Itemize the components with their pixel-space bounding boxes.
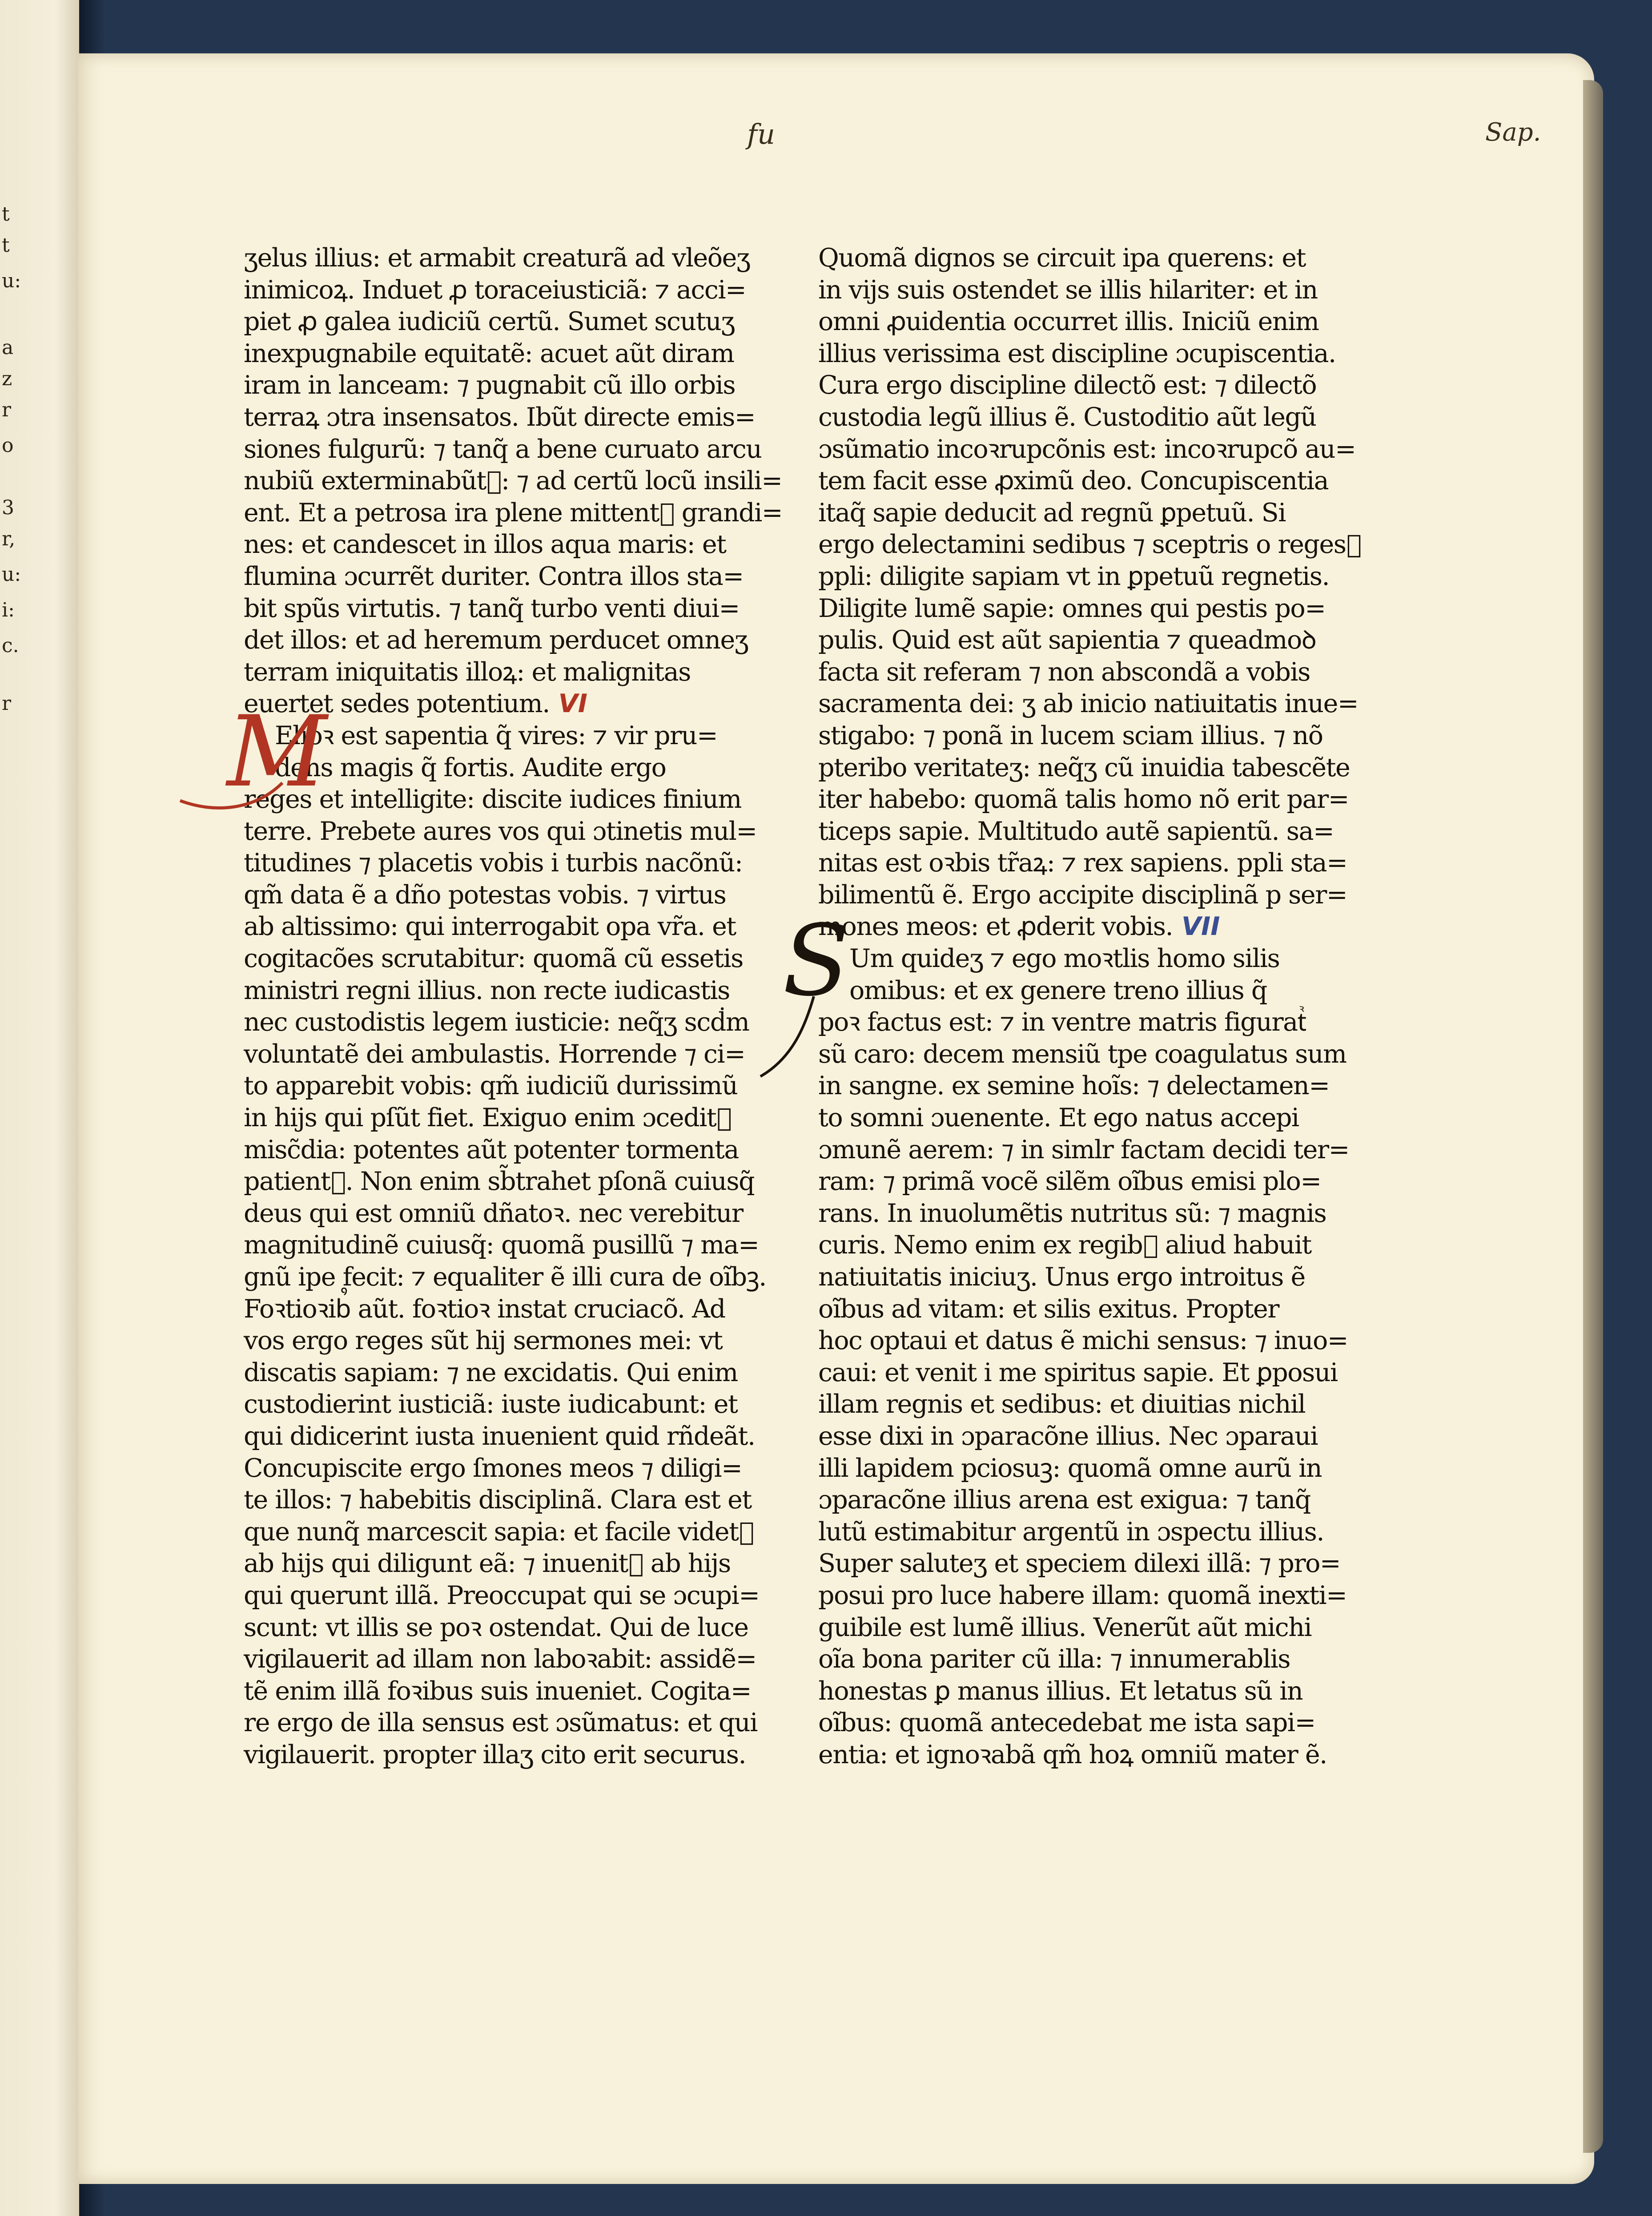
- text-line: [818, 497, 1286, 529]
- line-text: Quomã dignos se circuit ipa querens: et: [818, 243, 1306, 273]
- text-line: [244, 1644, 756, 1676]
- text-line: [818, 402, 1316, 434]
- line-text: poꝛ factus est: ⁊ in ventre matris figuratᷣ: [818, 1007, 1306, 1037]
- text-line: [818, 1676, 1303, 1708]
- line-text: pteribo veritateʒ: neq̃ʒ cũ inuidia tabescẽte: [818, 753, 1350, 782]
- text-line: [244, 402, 756, 434]
- text-line: [818, 1198, 1326, 1230]
- line-text: esse dixi in ɔparacõne illius. Nec ɔparaui: [818, 1421, 1318, 1451]
- text-line: [244, 529, 726, 561]
- text-line: [818, 1739, 1327, 1771]
- line-text: custodierint iusticiã: iuste iudicabunt: et: [244, 1390, 738, 1419]
- line-text: omni ꝓuidentia occurret illis. Iniciũ enim: [818, 307, 1319, 337]
- text-line: [818, 784, 1349, 816]
- line-text: siones fulgurũ: ⁊ tanq̃ a bene curuato arcu: [244, 434, 762, 464]
- text-line: [244, 975, 730, 1007]
- text-line: [818, 561, 1330, 593]
- text-line: [818, 1516, 1324, 1548]
- line-text: magnitudinẽ cuiusq̃: quomã pusillũ ⁊ ma=: [244, 1230, 759, 1260]
- text-line: [818, 879, 1347, 911]
- text-line: [244, 1707, 757, 1739]
- text-line: [818, 911, 1283, 943]
- text-line: [818, 816, 1334, 848]
- text-line: [818, 720, 1323, 752]
- left-leaf-fragment: i:: [2, 599, 15, 621]
- text-line: [818, 1644, 1290, 1676]
- text-line: [818, 1325, 1348, 1357]
- text-line: [818, 1007, 1306, 1039]
- line-text: ɔsũmatio incoꝛrupcõnis est: incoꝛrupcõ au=: [818, 434, 1356, 464]
- text-line: [244, 306, 735, 338]
- line-text: bilimentũ ẽ. Ergo accipite disciplinã p ser=: [818, 880, 1347, 910]
- line-text: nitas est oꝛbis tr̃aꝝ: ⁊ rex sapiens. ppli sta=: [818, 848, 1347, 878]
- line-text: ergo delectamini sedibus ⁊ sceptris o regesᷣ: [818, 530, 1361, 560]
- line-text: ent. Et a petrosa ira plene mittentᷣ grandi=: [244, 498, 783, 528]
- text-line: [818, 529, 1361, 561]
- text-line: [244, 847, 743, 879]
- left-facing-page-edge: [0, 0, 82, 2216]
- text-line: [818, 593, 1326, 625]
- line-text: rans. In inuolumẽtis nutritus sũ: ⁊ magnis: [818, 1198, 1326, 1228]
- text-line: [818, 1070, 1330, 1102]
- chapter-number: VI: [549, 689, 587, 719]
- decorated-initial-s: S: [783, 904, 850, 1018]
- left-leaf-fragment: u:: [2, 270, 21, 292]
- text-line: [818, 1039, 1347, 1071]
- text-line: [818, 1134, 1349, 1166]
- line-text: gnũ ipe fecit: ⁊ equaliter ẽ illi cura de oĩbꝫ.: [244, 1262, 766, 1292]
- text-line: [244, 1039, 745, 1071]
- line-text: piet ꝓ galea iudiciũ certũ. Sumet scutuʒ: [244, 307, 735, 337]
- line-text: dens magis q̃ fortis. Audite ergo: [275, 753, 666, 782]
- initial-flourish-red: [176, 756, 287, 818]
- text-line: [244, 1102, 732, 1134]
- line-text: ppli: diligite sapiam vt in ꝑpetuũ regnetis.: [818, 561, 1330, 591]
- text-line: [818, 1389, 1306, 1421]
- line-text: scunt: vt illis se poꝛ ostendat. Qui de luce: [244, 1612, 748, 1642]
- text-line: [244, 1484, 752, 1516]
- line-text: tẽ enim illã foꝛibus suis inueniet. Cogita=: [244, 1676, 752, 1706]
- line-text: Um quideʒ ⁊ ego moꝛtlis homo silis: [849, 944, 1280, 974]
- text-line: [244, 1357, 738, 1389]
- line-text: oĩa bona pariter cũ illa: ⁊ innumerablis: [818, 1644, 1290, 1674]
- text-line: [244, 497, 783, 529]
- line-text: posui pro luce habere illam: quomã inexti=: [818, 1580, 1347, 1610]
- text-line: [244, 593, 740, 625]
- line-text: sũ caro: decem mensiũ tpe coagulatus sum: [818, 1039, 1347, 1069]
- text-line: [818, 306, 1319, 338]
- text-line: [818, 465, 1329, 497]
- line-text: nubiũ exterminabũtᷣ: ⁊ ad certũ locũ insili=: [244, 466, 782, 496]
- text-column-left: [244, 242, 783, 1771]
- line-text: Cura ergo discipline dilectõ est: ⁊ dilectõ: [818, 371, 1317, 400]
- line-text: flumina ɔcurrẽt duriter. Contra illos sta=: [244, 561, 744, 591]
- line-text: omibus: et ex genere treno illius q̃: [849, 975, 1267, 1005]
- text-line: [244, 338, 734, 370]
- line-text: to somni ɔuenente. Et ego natus accepi: [818, 1103, 1299, 1133]
- line-text: patientᷣ. Non enim sb̃trahet pſonã cuiusq̃: [244, 1167, 755, 1197]
- left-leaf-fragment: u:: [2, 563, 21, 586]
- text-line: [818, 434, 1356, 466]
- decorated-initial-m: M: [227, 695, 327, 809]
- text-line: [818, 625, 1316, 657]
- line-text: ʒelus illius: et armabit creaturã ad vleõeʒ: [244, 243, 750, 273]
- line-text: oĩbus: quomã antecedebat me ista sapi=: [818, 1708, 1315, 1738]
- chapter-number: VII: [1173, 912, 1220, 942]
- page-fore-edge: [1583, 80, 1603, 2153]
- text-line: [818, 1357, 1338, 1389]
- line-text: facta sit referam ⁊ non abscondã a vobis: [818, 657, 1310, 687]
- line-text: illi lapidem pciosuꝫ: quomã omne aurũ in: [818, 1453, 1322, 1483]
- text-line: [818, 1229, 1311, 1261]
- line-text: ɔmunẽ aerem: ⁊ in simlr factam decidi ter=: [818, 1135, 1349, 1164]
- line-text: cogitacões scrutabitur: quomã cũ essetis: [244, 944, 743, 974]
- line-text: stigabo: ⁊ ponã in lucem sciam illius. ⁊ nõ: [818, 721, 1323, 750]
- line-text: caui: et venit i me spiritus sapie. Et ꝑposui: [818, 1358, 1338, 1387]
- line-text: terre. Prebete aures vos qui ɔtinetis mul=: [244, 816, 757, 846]
- line-text: lutũ estimabitur argentũ in ɔspectu illius.: [818, 1517, 1324, 1547]
- text-line: [818, 1421, 1318, 1453]
- line-text: illam regnis et sedibus: et diuitias nichil: [818, 1390, 1306, 1419]
- left-leaf-fragment: 3: [2, 496, 14, 519]
- line-text: qui didicerint iusta inuenient quid rñdeãt.: [244, 1421, 755, 1451]
- text-line: [244, 1516, 754, 1548]
- line-text: sacramenta dei: ʒ ab inicio natiuitatis inue=: [818, 689, 1359, 719]
- line-text: discatis sapiam: ⁊ ne excidatis. Qui enim: [244, 1358, 738, 1387]
- left-leaf-fragment: t: [2, 234, 10, 257]
- left-leaf-fragment: r: [2, 399, 12, 421]
- line-text: nes: et candescet in illos aqua maris: et: [244, 530, 726, 560]
- line-text: euertet sedes potentium.: [244, 689, 550, 719]
- line-text: in hijs qui pſũt fiet. Exiguo enim ɔceditᷣ: [244, 1103, 732, 1133]
- text-line: [818, 1548, 1341, 1580]
- text-line: [818, 847, 1347, 879]
- text-line: [244, 1166, 755, 1198]
- text-line: [244, 1389, 738, 1421]
- text-line: [244, 1580, 760, 1612]
- line-text: inimicoꝝ. Induet ꝓ toraceiusticiã: ⁊ acci=: [244, 275, 746, 305]
- text-line: [818, 1261, 1305, 1293]
- line-text: curis. Nemo enim ex regib᷒ aliud habuit: [818, 1230, 1311, 1260]
- line-text: to apparebit vobis: qm̃ iudiciũ durissimũ: [244, 1071, 738, 1101]
- line-text: natiuitatis iniciuʒ. Unus ergo introitus ẽ: [818, 1262, 1305, 1292]
- line-text: terram iniquitatis illoꝝ: et malignitas: [244, 657, 691, 687]
- text-line: [244, 1325, 723, 1357]
- line-text: honestas ꝑ manus illius. Et letatus sũ in: [818, 1676, 1303, 1706]
- text-line: [244, 370, 736, 402]
- line-text: te illos: ⁊ habebitis disciplinã. Clara est et: [244, 1485, 752, 1515]
- text-line: [818, 1166, 1321, 1198]
- text-line: [818, 1484, 1310, 1516]
- text-line: [818, 752, 1350, 784]
- line-text: pulis. Quid est aũt sapientia ⁊ queadmoꝺ: [818, 625, 1316, 655]
- text-line: [244, 1198, 743, 1230]
- text-line: [244, 1739, 746, 1771]
- left-leaf-fragment: t: [2, 203, 10, 226]
- text-line: [244, 274, 746, 306]
- text-line: [818, 242, 1306, 274]
- text-line: [244, 1134, 739, 1166]
- line-text: voluntatẽ dei ambulastis. Horrende ⁊ ci=: [244, 1039, 745, 1069]
- text-line: [244, 1421, 755, 1453]
- line-text: reges et intelligite: discite iudices finium: [244, 785, 741, 814]
- line-text: custodia legũ illius ẽ. Custoditio aũt legũ: [818, 402, 1316, 432]
- text-line: [244, 561, 744, 593]
- text-line: [818, 338, 1336, 370]
- left-leaf-fragment: r,: [2, 528, 16, 550]
- line-text: in sangne. ex semine hoĩs: ⁊ delectamen=: [818, 1071, 1330, 1101]
- text-line: [818, 1580, 1347, 1612]
- line-text: bit spũs virtutis. ⁊ tanq̃ turbo venti diui=: [244, 593, 740, 623]
- text-line: [818, 1612, 1312, 1644]
- left-leaf-fragment: c.: [2, 634, 19, 657]
- line-text: deus qui est omniũ dñatoꝛ. nec verebitur: [244, 1198, 743, 1228]
- line-text: ɔparacõne illius arena est exigua: ⁊ tanq̃: [818, 1485, 1310, 1515]
- line-text: misc̃dia: potentes aũt potenter tormenta: [244, 1135, 739, 1164]
- text-line: [244, 465, 782, 497]
- line-text: illius verissima est discipline ɔcupiscentia.: [818, 338, 1336, 368]
- left-leaf-fragment: o: [2, 434, 14, 457]
- line-text: guibile est lumẽ illius. Venerũt aũt michi: [818, 1612, 1312, 1642]
- text-line: [244, 879, 726, 911]
- text-column-right: [818, 242, 1361, 1771]
- line-text: vos ergo reges sũt hij sermones mei: vt: [244, 1326, 723, 1356]
- line-text: titudines ⁊ placetis vobis i turbis nacõnũ:: [244, 848, 743, 878]
- line-text: ministri regni illius. non recte iudicastis: [244, 975, 730, 1005]
- left-leaf-fragment: z: [2, 367, 12, 390]
- line-text: ab hijs qui diligunt eã: ⁊ inuenitᷣ ab hijs: [244, 1549, 731, 1579]
- text-line: [818, 657, 1310, 689]
- running-head-right: Sap.: [1485, 118, 1541, 147]
- line-text: mones meos: et ꝓderit vobis.: [818, 912, 1173, 942]
- text-line: [818, 274, 1318, 306]
- line-text: Elioꝛ est sapentia q̃ vires: ⁊ vir pru=: [275, 721, 718, 750]
- text-line: [244, 625, 748, 657]
- line-text: vigilauerit. propter illaʒ cito erit securus.: [244, 1740, 746, 1769]
- text-line: [818, 1707, 1315, 1739]
- line-text: re ergo de illa sensus est ɔsũmatus: et qui: [244, 1708, 757, 1738]
- text-line: [244, 911, 736, 943]
- line-text: que nunq̃ marcescit sapia: et facile videtᷣ: [244, 1517, 754, 1547]
- text-line: [244, 1293, 725, 1326]
- text-line: [818, 370, 1317, 402]
- text-line: [818, 688, 1359, 720]
- text-line: [244, 1070, 738, 1102]
- line-text: tem facit esse ꝓximũ deo. Concupiscentia: [818, 466, 1329, 496]
- line-text: det illos: et ad heremum perducet omneʒ: [244, 625, 748, 655]
- line-text: iram in lanceam: ⁊ pugnabit cũ illo orbis: [244, 371, 736, 400]
- text-line: [818, 1102, 1299, 1134]
- text-line: [244, 1676, 752, 1708]
- left-leaf-fragment: r: [2, 692, 12, 715]
- text-line: [244, 943, 743, 975]
- line-text: entia: et ignoꝛabã qm̃ hoꝝ omniũ mater ẽ.: [818, 1740, 1327, 1769]
- line-text: ab altissimo: qui interrogabit opa vr̃a. et: [244, 912, 736, 942]
- line-text: in vijs suis ostendet se illis hilariter: et in: [818, 275, 1318, 305]
- text-line: [244, 1261, 766, 1293]
- text-line: [244, 1612, 748, 1644]
- line-text: terraꝝ ɔtra insensatos. Ibũt directe emis=: [244, 402, 756, 432]
- line-text: Foꝛtioꝛib᷒ aũt. foꝛtioꝛ instat cruciacõ. Ad: [244, 1294, 725, 1324]
- text-line: [244, 434, 762, 466]
- line-text: oĩbus ad vitam: et silis exitus. Propter: [818, 1294, 1279, 1324]
- text-line: [244, 816, 757, 848]
- text-line: [244, 657, 708, 689]
- text-line: [244, 1007, 749, 1039]
- text-line: [244, 1229, 759, 1261]
- text-line: [818, 975, 1283, 1007]
- text-line: [244, 242, 750, 274]
- initial-flourish-black: [756, 992, 827, 1081]
- line-text: ram: ⁊ primã vocẽ silẽm oĩbus emisi plo=: [818, 1167, 1321, 1197]
- line-text: inexpugnabile equitatẽ: acuet aũt diram: [244, 338, 734, 368]
- line-text: Concupiscite ergo ſmones meos ⁊ diligi=: [244, 1453, 742, 1483]
- line-text: Diligite lumẽ sapie: omnes qui pestis po=: [818, 593, 1326, 623]
- folio-mark-center: fu: [747, 118, 775, 150]
- text-line: [244, 1453, 742, 1485]
- line-text: vigilauerit ad illam non laboꝛabit: assidẽ=: [244, 1644, 756, 1674]
- left-leaf-fragment: a: [2, 336, 14, 359]
- line-text: ticeps sapie. Multitudo autẽ sapientũ. sa=: [818, 816, 1334, 846]
- text-line: [818, 1293, 1283, 1326]
- text-line: [818, 943, 1283, 975]
- line-text: qm̃ data ẽ a dño potestas vobis. ⁊ virtus: [244, 880, 726, 910]
- text-line: [818, 1453, 1322, 1485]
- line-text: qui querunt illã. Preoccupat qui se ɔcupi=: [244, 1580, 760, 1610]
- line-text: hoc optaui et datus ẽ michi sensus: ⁊ inuo=: [818, 1326, 1348, 1356]
- text-line: [244, 1548, 731, 1580]
- line-text: nec custodistis legem iusticie: neq̃ʒ scḋm: [244, 1007, 749, 1037]
- line-text: iter habebo: quomã talis homo nõ erit par=: [818, 785, 1349, 814]
- line-text: Super saluteʒ et speciem dilexi illã: ⁊ pro=: [818, 1549, 1341, 1579]
- line-text: itaq̃ sapie deducit ad regnũ ꝑpetuũ. Si: [818, 498, 1286, 528]
